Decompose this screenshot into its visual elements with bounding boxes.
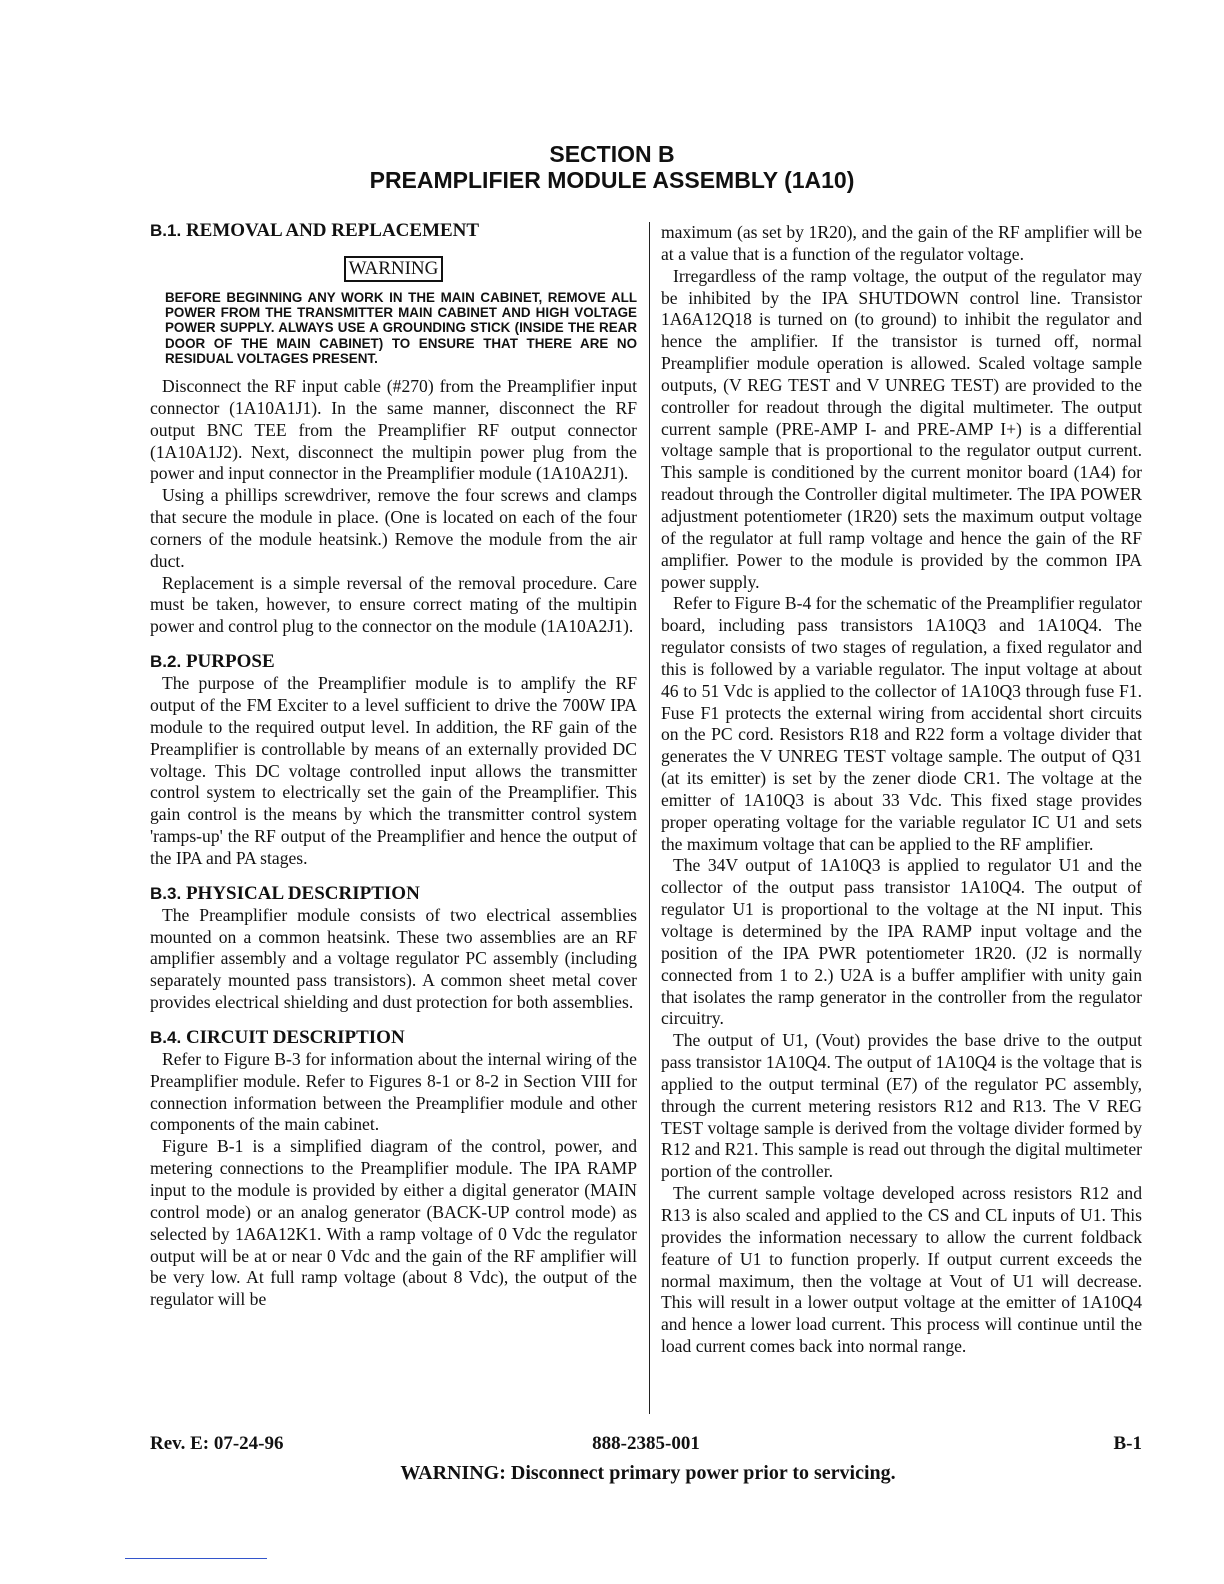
paragraph: Replacement is a simple reversal of the removal procedure. Care must be taken, however, to ensure correct mating of the multipin power and control plug to the connector on the module (1A10A2J1). [150,572,637,637]
paragraph: The current sample voltage developed across resistors R12 and R13 is also scaled and applied to the CS and CL inputs of U1. This provides the information necessary to allow the current foldback feature of U1 to function properly. If output current exceeds the normal maximum, then the voltage at Vout of U1 will decrease. This will result in a lower output voltage at the emitter of 1A10Q4 and hence a lower load current. This process will continue until the load current comes back into normal range. [661,1183,1142,1357]
paragraph: Using a phillips screwdriver, remove the four screws and clamps that secure the module in place. (One is located on each of the four corners of the module heatsink.) Remove the module from the air duct. [150,485,637,571]
warning-text: BEFORE BEGINNING ANY WORK IN THE MAIN CABINET, REMOVE ALL POWER FROM THE TRANSMITTER MAIN CABINET AND HIGH VOLTAGE POWER SUPPLY. ALWAYS USE A GROUNDING STICK (INSIDE THE REAR DOOR OF THE MAIN CABINET) TO ENSURE THAT THERE ARE NO RESIDUAL VOLTAGES PRESENT. [165,290,637,366]
link-underline [125,1558,267,1559]
page-number: B-1 [1113,1433,1142,1454]
footer-warning: WARNING: Disconnect primary power prior to servicing. [400,1462,896,1484]
paragraph: Refer to Figure B-4 for the schematic of the Preamplifier regulator board, including pass transistors 1A10Q3 and 1A10Q4. The regulator consists of two stages of regulation, a fixed regulator and this is followed by a variable regulator. The input voltage at about 46 to 51 Vdc is applied to the collector of 1A10Q3 through fuse F1. Fuse F1 protects the external wiring from accidental short circuits on the PC cord. Resistors R18 and R22 form a voltage divider that generates the V UNREG TEST voltage sample. The output of Q31 (at its emitter) is set by the zener diode CR1. The voltage at the emitter of 1A10Q3 is about 33 Vdc. This fixed stage provides proper operating voltage for the variable regulator IC U1 and sets the maximum voltage that can be applied to the RF amplifier. [661,593,1143,854]
paragraph: The Preamplifier module consists of two electrical assemblies mounted on a common heatsink. These two assemblies are an RF amplifier assembly and a voltage regulator PC assembly (including separately mounted pass transistors). A common sheet metal cover provides electrical shielding and dust protection for both assemblies. [150,904,637,1013]
paragraph: The 34V output of 1A10Q3 is applied to regulator U1 and the collector of the output pass transistor 1A10Q4. The output of regulator U1 is proportional to the voltage at the NI input. This voltage is determined by the IPA RAMP input voltage and the position of the IPA PWR potentiometer 1R20. (J2 is normally connected from 1 to 2.) U2A is a buffer amplifier with unity gain that isolates the ramp generator in the controller from the regulator circuitry. [661,855,1142,1029]
revision-date: Rev. E: 07-24-96 [150,1433,284,1454]
page-title [0,141,1224,193]
heading-b1: B.1. REMOVAL AND REPLACEMENT [150,220,480,241]
warning-box [150,256,637,282]
paragraph: The output of U1, (Vout) provides the base drive to the output pass transistor 1A10Q4. The output of 1A10Q4 is the voltage that is applied to the output terminal (E7) of the regulator PC assembly, through the current metering resistors R12 and R13. The V REG TEST voltage sample is derived from the voltage divider formed by R12 and R21. This sample is read out through the digital multimeter portion of the controller. [661,1030,1142,1182]
heading-b3: B.3. PHYSICAL DESCRIPTION [150,882,420,904]
section-label: SECTION B [549,141,675,167]
heading-b4: B.4. CIRCUIT DESCRIPTION [150,1026,405,1048]
right-column [661,222,1142,1358]
paragraph: Irregardless of the ramp voltage, the output of the regulator may be inhibited by the IPA SHUTDOWN control line. Transistor 1A6A12Q18 is turned on (to ground) to inhibit the regulator and hence the amplifier. If the transistor is turned off, normal Preamplifier module operation is allowed. Scaled voltage sample outputs, (V REG TEST and V UNREG TEST) are provided to the controller for readout through the digital multimeter. The output current sample (PRE-AMP I- and PRE-AMP I+) is a differential voltage sample that is proportional to the regulator output current. This sample is conditioned by the current monitor board (1A4) for readout through the Controller digital multimeter. The IPA POWER adjustment potentiometer (1R20) sets the maximum output voltage of the regulator at full ramp voltage and hence the gain of the RF amplifier. Power to the module is provided by the common IPA power supply. [661,265,1142,592]
paragraph: Figure B-1 is a simplified diagram of the control, power, and metering connections to the Preamplifier module. The IPA RAMP input to the module is provided by either a digital generator (MAIN control mode) or an analog generator (BACK-UP control mode) as selected by 1A6A12K1. With a ramp voltage of 0 Vdc the regulator output will be at or near 0 Vdc and the gain of the RF amplifier will be very low. At full ramp voltage (about 8 Vdc), the output of the regulator will be [150,1136,637,1310]
section-title: PREAMPLIFIER MODULE ASSEMBLY (1A10) [369,167,855,193]
column-divider [649,222,650,1414]
paragraph: The purpose of the Preamplifier module is to amplify the RF output of the FM Exciter to a level sufficient to drive the 700W IPA module to the required output level. In addition, the RF gain of the Preamplifier is controllable by means of an externally provided DC voltage. This DC voltage controlled input allows the transmitter control system to electrically set the gain of the Preamplifier. This gain control is the means by which the transmitter control system 'ramps-up' the RF output of the Preamplifier and hence the output of the IPA and PA stages. [150,673,637,868]
heading-b2: B.2. PURPOSE [150,651,275,673]
document-number: 888-2385-001 [592,1433,700,1454]
paragraph: Refer to Figure B-3 for information about the internal wiring of the Preamplifier module. Refer to Figures 8-1 or 8-2 in Section VIII for connection information between the Preamplifier module and other components of the main cabinet. [150,1048,637,1135]
paragraph: Disconnect the RF input cable (#270) from the Preamplifier input connector (1A10A1J1). In the same manner, disconnect the RF output BNC TEE from the Preamplifier RF output connector (1A10A1J2). Next, disconnect the multipin power plug from the power and input connector in the Preamplifier module (1A10A2J1). [150,376,637,484]
warning-label: WARNING [344,256,444,282]
left-column [150,220,637,1311]
paragraph: maximum (as set by 1R20), and the gain of the RF amplifier will be at a value that is a function of the regulator voltage. [661,222,1142,264]
